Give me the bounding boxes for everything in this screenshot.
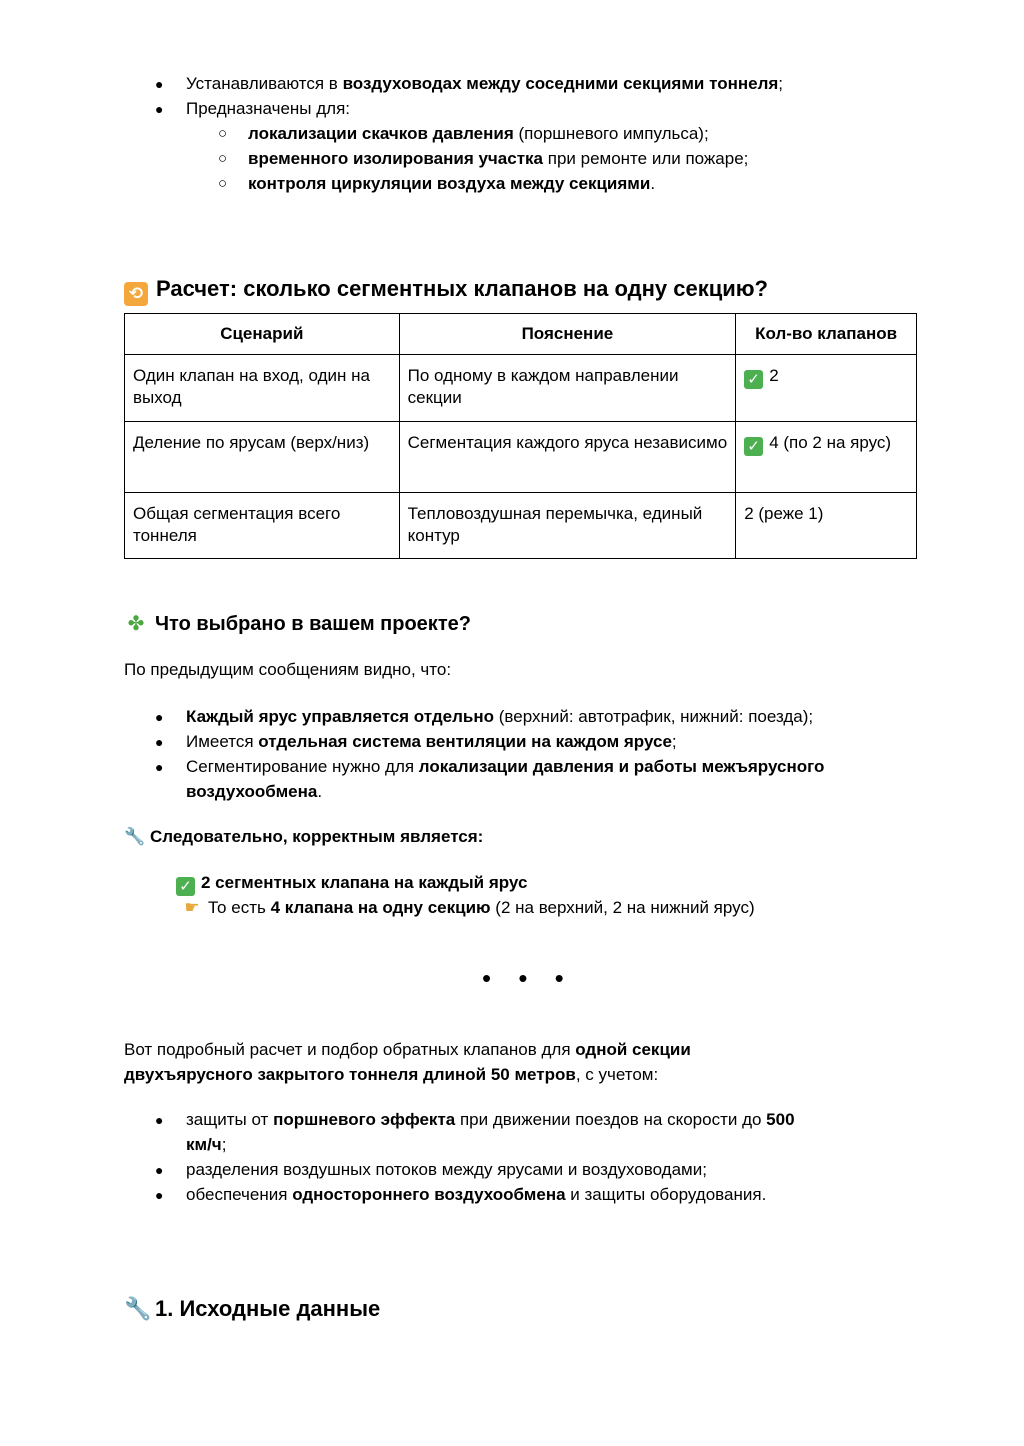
table-cell: ✓ 2: [736, 355, 917, 422]
table-row: [125, 493, 917, 559]
table-row: [125, 355, 917, 422]
list-item: Имеется отдельная система вентиляции на каждом ярусе;: [186, 732, 677, 751]
table-cell: Общая сегментация всего тоннеля: [125, 493, 400, 559]
table-cell: Деление по ярусам (верх/низ): [125, 422, 400, 493]
list-item: Каждый ярус управляется отдельно (верхний: автотрафик, нижний: поезда);: [186, 707, 814, 726]
check-icon: ✓: [176, 877, 195, 896]
table-cell: 2 (реже 1): [736, 493, 917, 559]
bullet-icon: ●: [155, 76, 164, 92]
bullet-icon: ●: [155, 759, 164, 775]
bullet-icon: ●: [155, 101, 164, 117]
circle-bullet-icon: ○: [218, 150, 228, 167]
answer-detail: ☛ То есть 4 клапана на одну секцию (2 на верхний, 2 на нижний ярус): [182, 897, 755, 919]
check-icon: ✓: [744, 370, 763, 389]
list-item-continuation: воздухообмена.: [186, 782, 323, 801]
table-cell: Один клапан на вход, один на выход: [125, 355, 400, 422]
table-header: Сценарий: [125, 314, 400, 355]
valves-intro-line1: Вот подробный расчет и подбор обратных клапанов для одной секции: [124, 1040, 691, 1059]
bullet-icon: ●: [155, 1112, 164, 1128]
check-icon: ✓: [744, 437, 763, 456]
sub-list-item: контроля циркуляции воздуха между секциями.: [248, 174, 656, 193]
circle-bullet-icon: ○: [218, 175, 228, 192]
bullet-icon: ●: [155, 1187, 164, 1203]
puzzle-icon: ✤: [127, 611, 145, 635]
list-item: Сегментирование нужно для локализации давления и работы межъярусного: [186, 757, 825, 776]
table-header: Кол-во клапанов: [736, 314, 917, 355]
table-row: [125, 422, 917, 493]
data-heading: 🔧 1. Исходные данные: [124, 1294, 380, 1325]
project-heading: ✤ Что выбрано в вашем проекте?: [124, 609, 471, 638]
separator: • • •: [482, 963, 574, 993]
list-item: обеспечения одностороннего воздухообмена и защиты оборудования.: [186, 1185, 767, 1204]
list-item: разделения воздушных потоков между ярусами и воздуховодами;: [186, 1160, 707, 1179]
table-header-row: [125, 314, 917, 355]
wrench-icon: 🔧: [124, 827, 146, 847]
repeat-icon: ⟲: [124, 282, 148, 306]
table-cell: ✓ 4 (по 2 на ярус): [736, 422, 917, 493]
list-item: Устанавливаются в воздуховодах между соседними секциями тоннеля;: [186, 74, 784, 93]
bullet-icon: ●: [155, 1162, 164, 1178]
calc-heading: ⟲ Расчет: сколько сегментных клапанов на одну секцию?: [124, 274, 768, 306]
valves-intro-line2: двухъярусного закрытого тоннеля длиной 50 метров, с учетом:: [124, 1065, 659, 1084]
wrench-icon: 🔧: [124, 1297, 152, 1322]
sub-list-item: временного изолирования участка при ремонте или пожаре;: [248, 149, 749, 168]
bullet-icon: ●: [155, 709, 164, 725]
table-cell: Тепловоздушная перемычка, единый контур: [399, 493, 736, 559]
valves-table: [124, 313, 917, 559]
answer: ✓ 2 сегментных клапана на каждый ярус: [176, 872, 527, 896]
table-cell: По одному в каждом направлении секции: [399, 355, 736, 422]
table-header: Пояснение: [399, 314, 736, 355]
bullet-icon: ●: [155, 734, 164, 750]
pointing-hand-icon: ☛: [184, 898, 200, 918]
list-item: защиты от поршневого эффекта при движении поездов на скорости до 500: [186, 1110, 795, 1129]
project-intro: По предыдущим сообщениям видно, что:: [124, 660, 452, 679]
conclusion: 🔧 Следовательно, корректным является:: [124, 827, 484, 847]
circle-bullet-icon: ○: [218, 125, 228, 142]
list-item: Предназначены для:: [186, 99, 350, 118]
list-item-continuation: км/ч;: [186, 1135, 227, 1154]
table-cell: Сегментация каждого яруса независимо: [399, 422, 736, 493]
sub-list-item: локализации скачков давления (поршневого импульса);: [248, 124, 709, 143]
